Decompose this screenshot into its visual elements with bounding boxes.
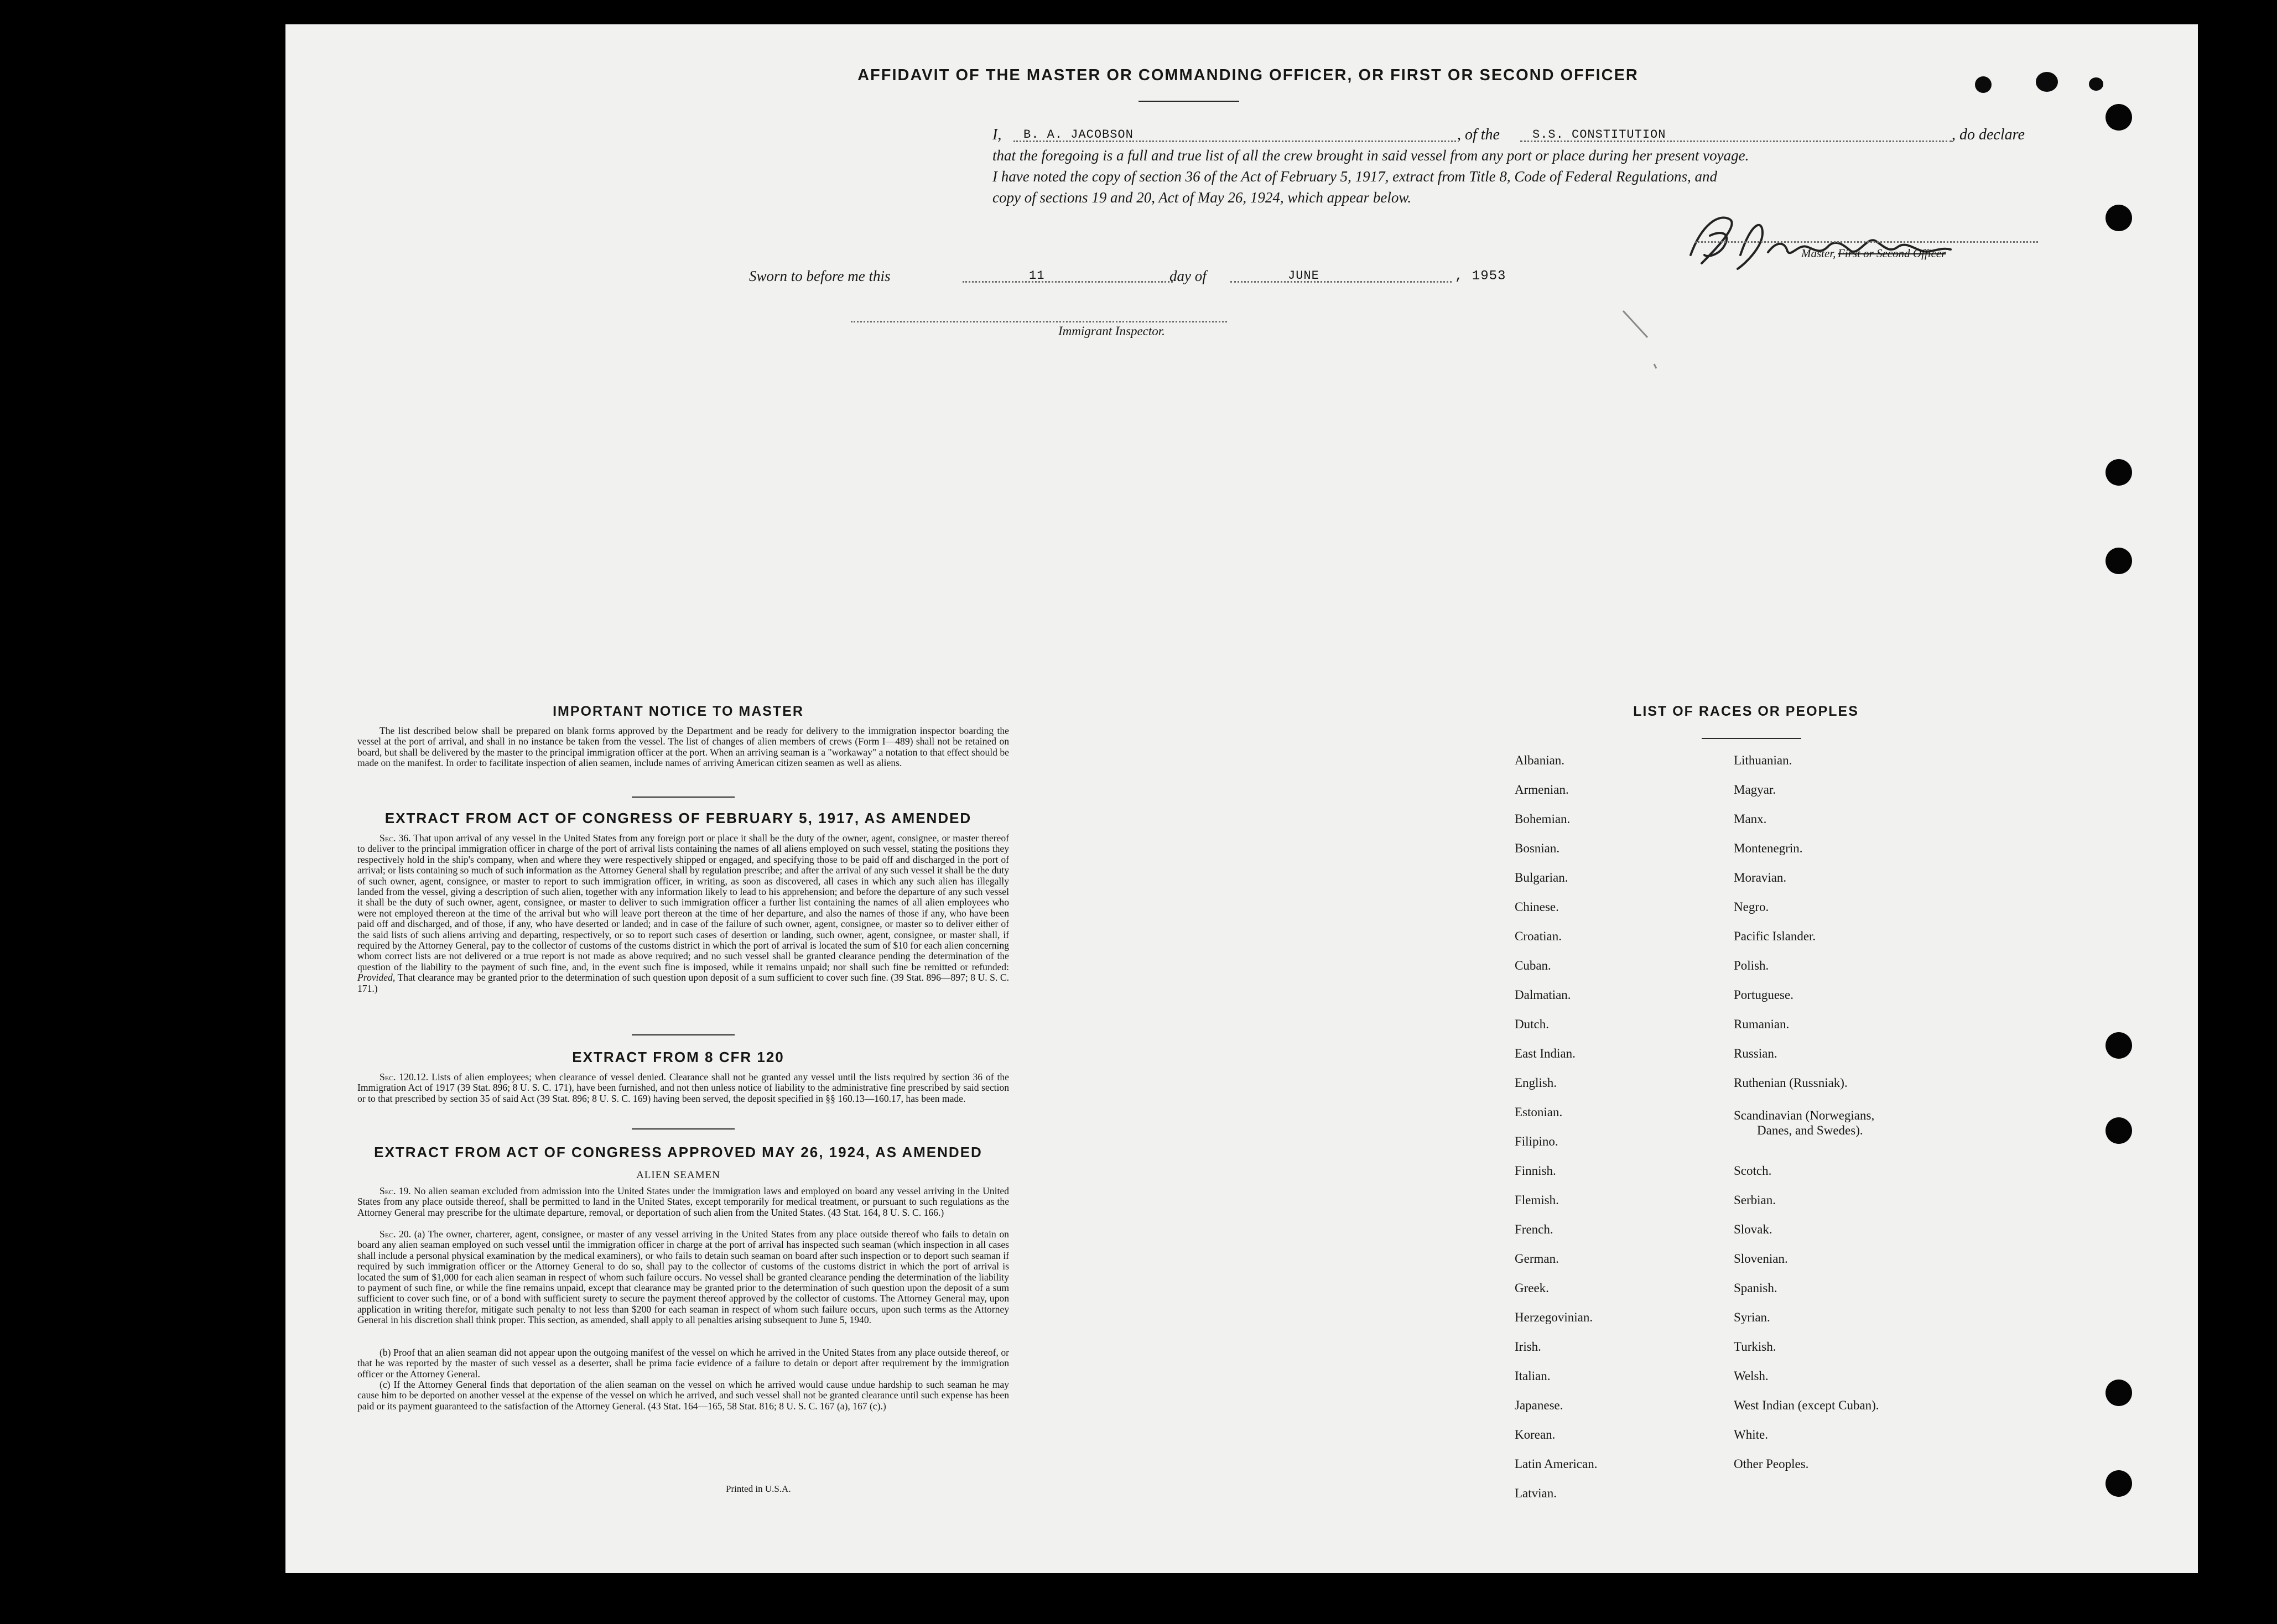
race-item: East Indian.: [1515, 1047, 1576, 1060]
race-item: Bohemian.: [1515, 812, 1571, 826]
race-item: Greek.: [1515, 1281, 1549, 1295]
race-item: Latvian.: [1515, 1486, 1557, 1500]
race-item: Slovenian.: [1734, 1252, 1788, 1266]
race-item: Serbian.: [1734, 1193, 1776, 1207]
notice-title: IMPORTANT NOTICE TO MASTER: [553, 704, 804, 719]
extract-1917-provided: Provided,: [357, 972, 396, 983]
race-item: West Indian (except Cuban).: [1734, 1398, 1879, 1412]
sworn-month-dotline: [1230, 281, 1452, 283]
race-item: Finnish.: [1515, 1164, 1556, 1178]
binder-hole: [2106, 1470, 2132, 1497]
race-item: Chinese.: [1515, 900, 1559, 914]
extract-1924-title: EXTRACT FROM ACT OF CONGRESS APPROVED MAY 26, 1924, AS AMENDED: [374, 1144, 982, 1160]
race-item: Dalmatian.: [1515, 988, 1571, 1002]
extract-1917-sec-label: Sec. 36.: [380, 832, 411, 844]
race-item: English.: [1515, 1076, 1557, 1090]
extract-1924-sec20b: (b) Proof that an alien seaman did not appear upon the outgoing manifest of the vessel on which he arrived in the United States from any place outside thereof, or that he was reported by the master of such vessel as a deserter, shall be prima facie evidence of a failure to detain or deport after requirement by the immigration officer or the Attorney General.: [357, 1347, 1009, 1380]
race-item: Dutch.: [1515, 1017, 1549, 1031]
sec19-label: Sec. 19.: [380, 1185, 411, 1196]
race-item: French.: [1515, 1222, 1553, 1236]
sec20a-body: (a) The owner, charterer, agent, consignee, or master of any vessel arriving in the United States from any place outside thereof who fails to detain on board any alien seaman employed on such vessel until the immigration officer in charge at the port of arrival has inspected such seaman (which inspection in all cases shall include a personal physical examination by the medical examiners), or who fails to detain such seaman on board after such inspection or to deport such seaman if required by such immigration officer or the Attorney General to do so, shall pay to the collector of customs of the customs district in which the port of arrival is located the sum of $1,000 for each alien seaman in respect of whom such failure occurs. No vessel shall be granted clearance pending the determination of the liability to payment of such fine, or while the fine remains unpaid, except that clearance may be granted prior to the determination of such question upon the deposit of a sum sufficient to cover such fine, or of a bond with sufficient surety to secure the payment thereof approved by the collector of customs. The Attorney General may, upon application in writing therefor, mitigate such penalty to not less than $200 for each seaman in respect of whom such failure occurs, upon such terms as the Attorney General in his discretion shall think proper. This section, as amended, shall apply to all penalties arising subsequent to June 5, 1940.: [357, 1229, 1009, 1326]
extract-1917-body-end: That clearance may be granted prior to the determination of such question upon deposit of a sum sufficient to cover such fine. (39 Stat. 896—897; 8 U. S. C. 171.): [357, 972, 1009, 994]
extract-cfr-sec-label: Sec. 120.12.: [380, 1071, 429, 1082]
race-item: Portuguese.: [1734, 988, 1793, 1002]
ink-speck: [1975, 76, 1992, 93]
affidavit-line4: copy of sections 19 and 20, Act of May 26, 1924, which appear below.: [992, 189, 1412, 206]
affidavit-line1-prefix: I,: [992, 126, 1002, 143]
race-item: Herzegovinian.: [1515, 1310, 1593, 1324]
sworn-year: , 1953: [1455, 269, 1506, 284]
race-item: Manx.: [1734, 812, 1767, 826]
binder-hole: [2106, 205, 2132, 231]
extract-cfr-title: EXTRACT FROM 8 CFR 120: [572, 1049, 784, 1065]
race-item: Scotch.: [1734, 1164, 1772, 1178]
race-item: Syrian.: [1734, 1310, 1770, 1324]
sec20-label: Sec. 20.: [380, 1229, 412, 1240]
extract-1924-sec20a: [357, 1229, 1009, 1326]
binder-hole: [2106, 548, 2132, 574]
sec19-body: No alien seaman excluded from admission into the United States under the immigration laws and employed on board any vessel arriving in the United States from any place outside thereof, shall be permitted to land in the United States, except temporarily for medical treatment, or pursuant to such regulations as the Attorney General may prescribe for the ultimate departure, removal, or deportation of such alien from the United States. (43 Stat. 164, 8 U. S. C. 166.): [357, 1185, 1009, 1218]
extract-1917-title: EXTRACT FROM ACT OF CONGRESS OF FEBRUARY 5, 1917, AS AMENDED: [384, 810, 972, 826]
signature-caption-officer: First or Second Officer: [1838, 247, 1946, 260]
notice-text: The list described below shall be prepared on blank forms approved by the Department and be ready for delivery to the immigration inspector boarding the vessel at the port of arrival, and shall in no instance be taken from the vessel. The list of changes of alien members of crews (Form I—489) shall not be retained on board, but shall be delivered by the master to the principal immigration officer at the port. When an arriving seaman is a "workaway" a notation to that effect should be made on the manifest. In order to facilitate inspection of alien seamen, include names of arriving American citizen seamen as well as aliens.: [357, 725, 1009, 769]
races-title: LIST OF RACES OR PEOPLES: [1633, 704, 1859, 719]
binder-hole: [2106, 1380, 2132, 1406]
race-item: Rumanian.: [1734, 1017, 1790, 1031]
title-divider: [1138, 101, 1239, 102]
race-item: Croatian.: [1515, 929, 1562, 943]
binder-hole: [2106, 104, 2132, 131]
race-item: Latin American.: [1515, 1457, 1598, 1471]
race-item: Russian.: [1734, 1047, 1777, 1060]
race-item: Montenegrin.: [1734, 841, 1803, 855]
stray-mark: [1619, 306, 1663, 373]
divider-3: [632, 1128, 735, 1129]
extract-1917-body: That upon arrival of any vessel in the United States from any foreign port or place it shall be the duty of the owner, agent, consignee, or master thereof to deliver to the principal immigration officer in charge of the port of arrival lists containing the names of all aliens employed on such vessel, stating the positions they respectively hold in the ship's company, when and where they were respectively shipped or engaged, and specifying those to be paid off and discharged in the port of arrival; or lists containing so much of such information as the Attorney General shall by regulation prescribe; and after the arrival of any such vessel it shall be the duty of such owner, agent, consignee, or master to report to such immigration officer, in writing, as soon as discovered, all cases in which any such alien has illegally landed from the vessel, giving a description of such alien, together with any information likely to lead to his apprehension; and before the departure of any such vessel it shall be the duty of such owner, agent, consignee, or master to deliver to such immigration officer a further list containing the names of all alien employees who were not employed thereon at the time of the arrival but who will leave port thereon at the time of her departure, and also the names of those if any, who have been paid off and discharged, and of those, if any, who have deserted or landed; and in case of the failure of such owner, agent, consignee, or master so to deliver either of the said lists of such aliens arriving and departing, respectively, or so to report such cases of desertion or landing, such owner, agent, consignee, or master shall, if required by the Attorney General, pay to the collector of customs of the customs district in which the port of arrival is located the sum of $10 for each alien concerning whom correct lists are not delivered or a true report is not made as above required; and no such vessel shall be granted clearance pending the determination of the question of the liability to the payment of such fine, and, in the event such fine is imposed, while it remains unpaid; nor shall such fine be remitted or refunded:: [357, 832, 1009, 972]
affidavit-line2: that the foregoing is a full and true list of all the crew brought in said vessel from any port or place during her present voyage.: [992, 147, 1749, 164]
extract-cfr-text: [357, 1072, 1009, 1104]
race-item: Irish.: [1515, 1340, 1541, 1354]
races-divider: [1702, 738, 1801, 739]
affidavit-title: AFFIDAVIT OF THE MASTER OR COMMANDING OFFICER, OR FIRST OR SECOND OFFICER: [857, 66, 1639, 84]
race-item: Ruthenian (Russniak).: [1734, 1076, 1848, 1090]
signature-dotline: [1695, 241, 2038, 243]
binder-hole: [2106, 1032, 2132, 1059]
inspector-signature-dotline: [851, 321, 1227, 322]
race-item: Moravian.: [1734, 871, 1787, 884]
race-item: Armenian.: [1515, 783, 1569, 797]
race-item: Danes, and Swedes).: [1757, 1123, 1863, 1137]
affidavit-line1-of-the: , of the: [1457, 126, 1500, 143]
race-item: Magyar.: [1734, 783, 1776, 797]
extract-1924-sec20c: (c) If the Attorney General finds that deportation of the alien seaman on the vessel on which he arrived would cause undue hardship to such seaman he may cause him to be deported on another vessel at the expense of the vessel on which he arrived, and such vessel shall not be granted clearance until such expense has been paid or its payment guaranteed to the satisfaction of the Attorney General. (43 Stat. 164—165, 58 Stat. 816; 8 U. S. C. 167 (a), 167 (c).): [357, 1379, 1009, 1412]
race-item: Turkish.: [1734, 1340, 1776, 1354]
race-item: Albanian.: [1515, 753, 1565, 767]
race-item: Italian.: [1515, 1369, 1551, 1383]
binder-hole: [2106, 459, 2132, 486]
race-item: Scandinavian (Norwegians,: [1734, 1108, 1875, 1122]
ink-speck: [2089, 77, 2103, 91]
extract-1924-sec19: [357, 1186, 1009, 1218]
sworn-day-field[interactable]: 11: [1029, 269, 1045, 283]
sworn-day-dotline: [963, 281, 1173, 283]
divider-1: [632, 797, 735, 798]
document-page: [285, 24, 2198, 1573]
sworn-prefix: Sworn to before me this: [749, 268, 891, 284]
affidavit-line1-suffix: , do declare: [1952, 126, 2025, 143]
race-item: Cuban.: [1515, 959, 1551, 972]
ink-speck: [2036, 72, 2058, 92]
race-item: Lithuanian.: [1734, 753, 1792, 767]
signature-caption-master: Master,: [1801, 247, 1836, 260]
race-item: German.: [1515, 1252, 1559, 1266]
race-item: Bulgarian.: [1515, 871, 1568, 884]
race-item: Other Peoples.: [1734, 1457, 1809, 1471]
race-item: Flemish.: [1515, 1193, 1559, 1207]
binder-hole: [2106, 1117, 2132, 1144]
race-item: Filipino.: [1515, 1134, 1558, 1148]
extract-1924-subtitle: ALIEN SEAMEN: [636, 1169, 720, 1181]
master-name-field[interactable]: B. A. JACOBSON: [1023, 128, 1134, 142]
affidavit-line3: I have noted the copy of section 36 of the Act of February 5, 1917, extract from Title 8, Code of Federal Regulations, and: [992, 168, 1718, 185]
printed-in-usa: Printed in U.S.A.: [726, 1484, 791, 1494]
race-item: Negro.: [1734, 900, 1769, 914]
extract-1917-text: [357, 833, 1009, 994]
inspector-caption: Immigrant Inspector.: [1058, 324, 1165, 338]
race-item: Slovak.: [1734, 1222, 1772, 1236]
race-item: Estonian.: [1515, 1105, 1563, 1119]
divider-2: [632, 1034, 735, 1035]
race-item: Japanese.: [1515, 1398, 1563, 1412]
race-item: Korean.: [1515, 1428, 1556, 1441]
extract-cfr-body: Lists of alien employees; when clearance of vessel denied. Clearance shall not be granted any vessel until the lists required by section 36 of the Immigration Act of 1917 (39 Stat. 896; 8 U. S. C. 171), have been furnished, and not then unless notice of liability to the administrative fine prescribed by said section or to that prescribed by section 35 of said Act (39 Stat. 896; 8 U. S. C. 169) having been served, the deposit specified in §§ 160.13—160.17, has been made.: [357, 1071, 1009, 1104]
sworn-month-field[interactable]: JUNE: [1288, 269, 1319, 283]
race-item: Spanish.: [1734, 1281, 1777, 1295]
race-item: Bosnian.: [1515, 841, 1560, 855]
sworn-day-word: day of: [1169, 268, 1207, 284]
vessel-name-field[interactable]: S.S. CONSTITUTION: [1532, 128, 1666, 142]
race-item: Pacific Islander.: [1734, 929, 1816, 943]
race-item: Polish.: [1734, 959, 1769, 972]
race-item: White.: [1734, 1428, 1768, 1441]
race-item: Welsh.: [1734, 1369, 1769, 1383]
